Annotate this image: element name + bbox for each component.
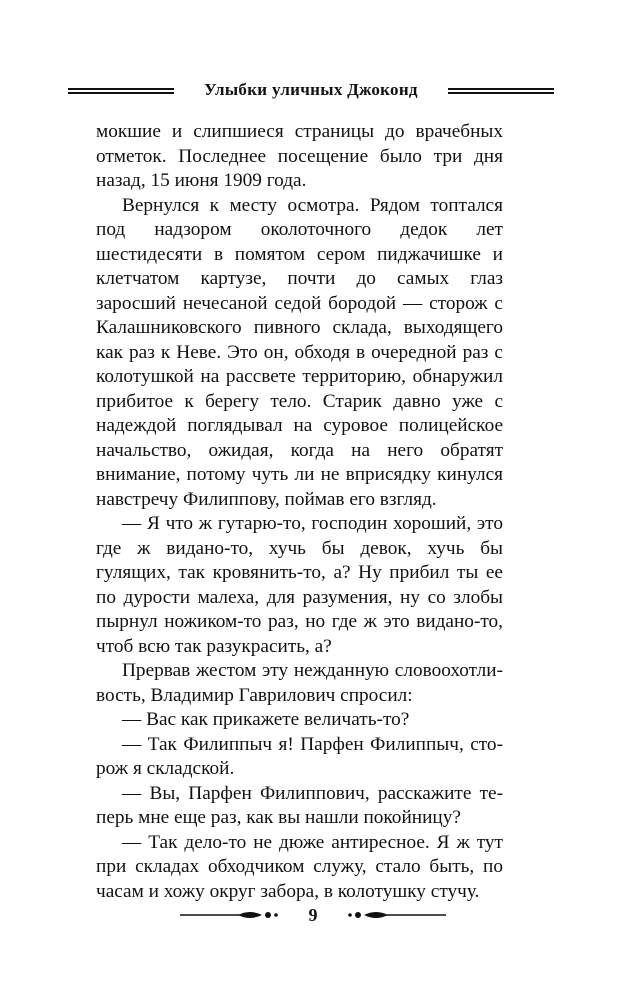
page-number: 9 <box>308 905 318 925</box>
paragraph: — Так Филиппыч я! Парфен Филиппыч, сторож я складской. <box>96 733 503 779</box>
ornament-right-icon <box>346 908 446 922</box>
paragraph: Вернулся к месту осмотра. Рядом топтался под надзором околоточного дедок лет шестидесяти в помятом сером пиджачишке и клетчатом картузе, почти до самых глаз заросший нечесаной седой бородой — сторож с Калашниковского пивного склада, выходящего как раз к Неве. Это он, обходя в очередной раз с колотушкой на рассвете территорию, обнаружил прибитое к берегу тело. Старик давно уже с надеждой поглядывал на суровое полицейское начальство, ожидая, когда на него обратят внимание, потому чуть ли не вприсядку кинулся навстречу Филиппову, поймав его взгляд. <box>96 194 503 510</box>
ornament-left-icon <box>180 908 280 922</box>
paragraph: — Я что ж гутарю-то, господин хороший, это где ж видано-то, хучь бы девок, хучь бы гулящих, так кровянить-то, а? Ну прибил ты ее по дурости малеха, для разумения, ну со злобы пырнул ножиком-то раз, но где ж это видано-то, чтоб всю так разукрасить, а? <box>96 513 503 657</box>
header-rule-left <box>68 88 174 93</box>
paragraph: Прервав жестом эту нежданную словоохотливость, Владимир Гаврилович спросил: <box>96 660 503 706</box>
running-title: Улыбки уличных Джоконд <box>204 80 418 99</box>
body-text <box>96 120 503 904</box>
paragraph: — Вас как прикажете величать-то? <box>122 709 410 730</box>
page-footer <box>180 900 446 930</box>
running-header <box>68 74 554 106</box>
header-rule-right <box>448 88 554 93</box>
paragraph: мокшие и слипшиеся страницы до врачебных отметок. Последнее посещение было три дня назад, 15 июня 1909 года. <box>96 121 503 191</box>
paragraph: — Так дело-то не дюже антиресное. Я ж тут при складах обходчиком служу, стало быть, по часам и хожу округ забора, в колотушку стучу. <box>96 831 503 902</box>
paragraph: — Вы, Парфен Филиппович, расскажите теперь мне еще раз, как вы нашли покойницу? <box>96 782 503 828</box>
